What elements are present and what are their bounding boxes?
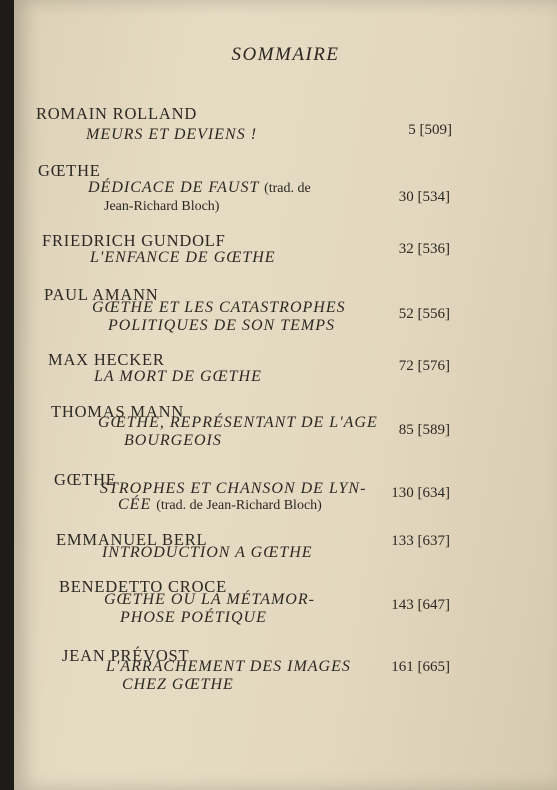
entry-page: 161 [665] — [391, 659, 450, 675]
entry-title: GŒTHE OU LA MÉTAMOR- — [104, 591, 315, 608]
entry-title-continued: POLITIQUES DE SON TEMPS — [108, 317, 335, 334]
entry-author: PAUL AMANN — [44, 285, 159, 304]
entry-title: GŒTHE ET LES CATASTROPHES — [92, 299, 346, 316]
entry-page: 5 [509] — [408, 122, 452, 138]
book-page — [14, 0, 557, 790]
entry-author: GŒTHE — [38, 161, 101, 180]
entry-page: 30 [534] — [398, 189, 450, 205]
entry-title-continued: PHOSE POÉTIQUE — [120, 609, 267, 626]
entry-author: MAX HECKER — [48, 350, 165, 369]
entry-title-continued — [118, 496, 322, 515]
entry-translator-note: (trad. de Jean-Richard Bloch) — [156, 498, 322, 513]
entry-title: LA MORT DE GŒTHE — [94, 368, 262, 385]
entry-title-continued: CHEZ GŒTHE — [122, 676, 234, 693]
entry-page: 85 [589] — [398, 422, 450, 438]
entry-title: L'ARRACHEMENT DES IMAGES — [106, 658, 351, 675]
entry-author: THOMAS MANN — [51, 402, 185, 421]
entry-title: GŒTHE, REPRÉSENTANT DE L'AGE — [98, 414, 378, 431]
entry-page: 32 [536] — [398, 241, 450, 257]
entry-page: 130 [634] — [391, 485, 450, 501]
entry-title — [88, 179, 311, 198]
entry-page: 52 [556] — [398, 306, 450, 322]
entry-author: ROMAIN ROLLAND — [36, 104, 198, 123]
entry-title: STROPHES ET CHANSON DE LYN- — [100, 480, 367, 497]
entry-title-text: DÉDICACE DE FAUST — [88, 179, 260, 196]
entry-author: FRIEDRICH GUNDOLF — [42, 231, 226, 250]
entry-author: EMMANUEL BERL — [56, 530, 208, 549]
page-title: SOMMAIRE — [231, 44, 340, 65]
entry-title-continued-text: CÉE — [118, 496, 152, 513]
entry-page: 72 [576] — [398, 358, 450, 374]
entry-author: GŒTHE — [54, 470, 117, 489]
entry-page: 143 [647] — [391, 597, 450, 613]
entry-title: MEURS ET DEVIENS ! — [86, 126, 258, 143]
entry-title: L'ENFANCE DE GŒTHE — [90, 249, 276, 266]
entry-title: INTRODUCTION A GŒTHE — [102, 544, 313, 561]
entry-translator-note: Jean-Richard Bloch) — [104, 199, 220, 214]
entry-author: JEAN PRÉVOST — [62, 646, 190, 665]
entry-author: BENEDETTO CROCE — [59, 577, 227, 596]
entry-translator-note: (trad. de — [264, 181, 311, 196]
entry-page: 133 [637] — [391, 533, 450, 549]
entry-title-continued: BOURGEOIS — [124, 432, 222, 449]
